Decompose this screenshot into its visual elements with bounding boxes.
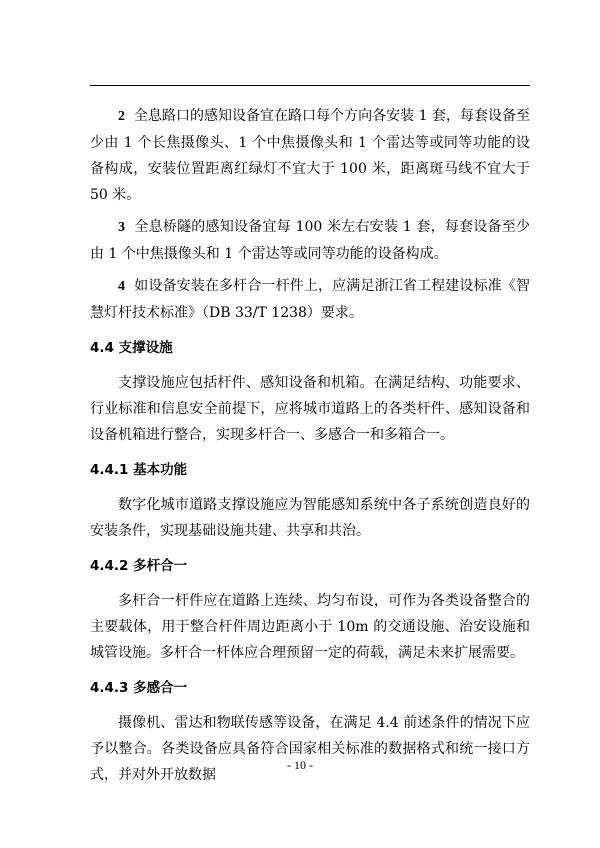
section-heading-4-4-1: 4.4.1 基本功能 (90, 462, 188, 478)
clause-text: 如设备安装在多杆合一杆件上，应满足浙江省工程建设标准《智慧灯杆技术标准》（DB 33/T 1238）要求。 (90, 278, 530, 321)
section-body-4-4: 支撑设施应包括杆件、感知设备和机箱。在满足结构、功能要求、行业标准和信息安全前提下，应将城市道路上的各类杆件、感知设备和设备机箱进行整合，实现多杆合一、多感合一和多箱合一。 (90, 375, 530, 443)
clause-3 (90, 214, 530, 267)
clause-2 (90, 103, 530, 208)
section-heading-4-4-2: 4.4.2 多杆合一 (90, 558, 188, 574)
section-body-4-4-3: 摄像机、雷达和物联传感等设备，在满足 4.4 前述条件的情况下应予以整合。各类设备应具备符合国家相关标准的数据格式和统一接口方式，并对外开放数据 (90, 715, 530, 783)
clause-number: 4 (118, 279, 125, 294)
header-rule (90, 85, 530, 86)
clause-number: 3 (118, 220, 125, 235)
clause-text: 全息路口的感知设备宜在路口每个方向各安装 1 套，每套设备至少由 1 个长焦摄像头、1 个中焦摄像头和 1 个雷达等或同等功能的设备构成，安装位置距离红绿灯不宜大于 100 米，距离斑马线不宜大于 50 米。 (90, 108, 530, 203)
section-heading-4-4: 4.4 支撑设施 (90, 340, 173, 356)
clause-number: 2 (118, 109, 125, 124)
section-body-4-4-2: 多杆合一杆件应在道路上连续、均匀布设，可作为各类设备整合的主要载体，用于整合杆件周边距离小于 10m 的交通设施、治安设施和城管设施。多杆合一杆体应合理预留一定的荷载，满足未来扩展需要。 (90, 593, 530, 661)
document-body (90, 103, 530, 788)
page-number: - 10 - (287, 758, 313, 772)
section-heading-4-4-3: 4.4.3 多感合一 (90, 680, 188, 696)
clause-text: 全息桥隧的感知设备宜每 100 米左右安装 1 套，每套设备至少由 1 个中焦摄像头和 1 个雷达等或同等功能的设备构成。 (90, 219, 531, 262)
section-body-4-4-1: 数字化城市道路支撑设施应为智能感知系统中各子系统创造良好的安装条件，实现基础设施共建、共享和共治。 (90, 497, 530, 539)
clause-4 (90, 273, 530, 326)
